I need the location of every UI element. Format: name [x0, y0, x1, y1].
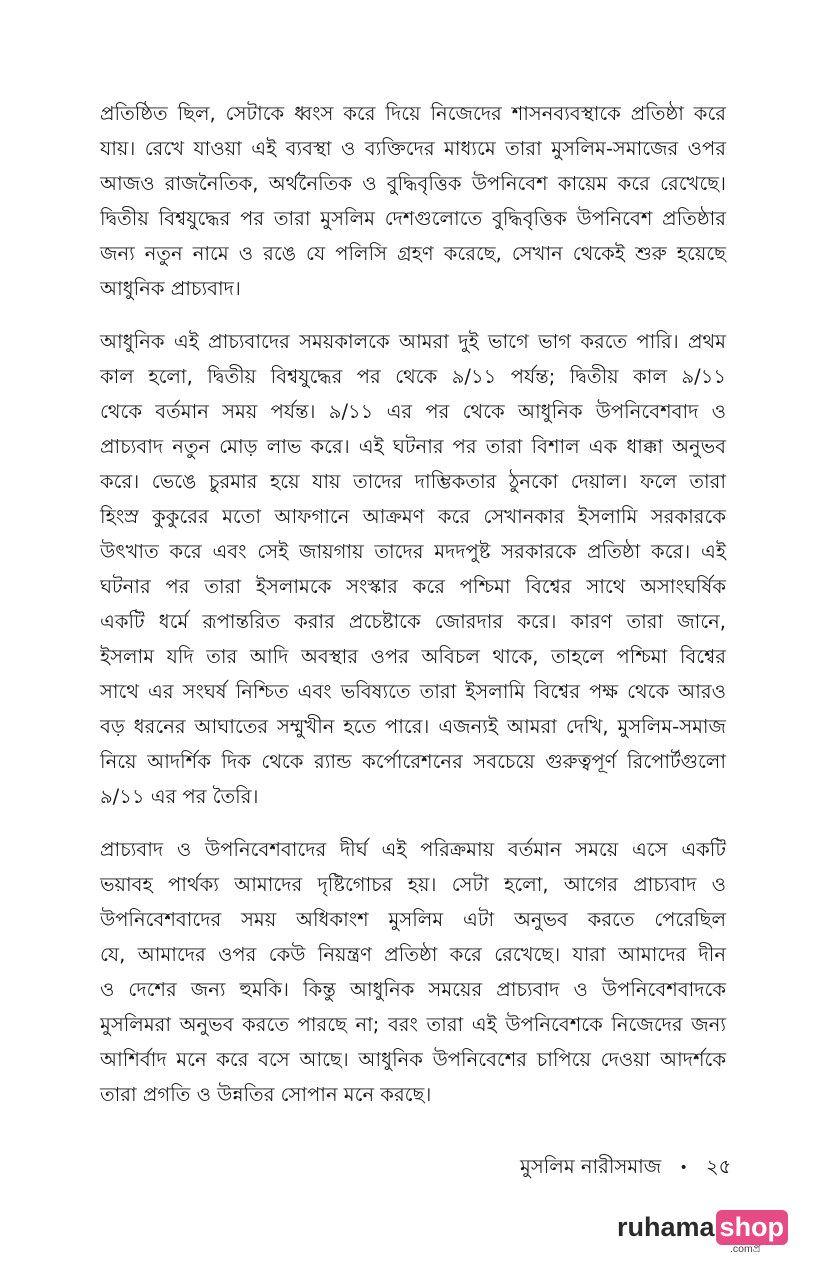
footer-separator: •	[679, 1159, 688, 1176]
text-line: জন্য নতুন নামে ও রঙে যে পলিসি গ্রহণ করেছে, সেখান থেকেই শুরু হয়েছে	[100, 242, 726, 265]
paragraph	[100, 832, 726, 1112]
text-line: মুসলিমরা অনুভব করতে পারছে না; বরং তারা এই উপনিবেশকে নিজেদের জন্য	[100, 1013, 726, 1036]
text-line: বড় ধরনের আঘাতের সম্মুখীন হতে পারে। এজন্যই আমরা দেখি, মুসলিম-সমাজ	[100, 715, 726, 738]
watermark-part-two: shop	[716, 1210, 789, 1245]
text-line: হিংস্র কুকুরের মতো আফগানে আক্রমণ করে সেখানকার ইসলামি সরকারকে	[100, 505, 726, 528]
text-line: প্রতিষ্ঠিত ছিল, সেটাকে ধ্বংস করে দিয়ে নিজেদের শাসনব্যবস্থাকে প্রতিষ্ঠা করে	[100, 102, 726, 125]
running-footer	[520, 1152, 732, 1183]
text-line: ও দেশের জন্য হুমকি। কিন্তু আধুনিক সময়ের প্রাচ্যবাদ ও উপনিবেশবাদকে	[100, 978, 726, 1001]
text-line: তারা প্রগতি ও উন্নতির সোপান মনে করছে।	[100, 1083, 432, 1106]
text-line: দ্বিতীয় বিশ্বযুদ্ধের পর তারা মুসলিম দেশগুলোতে বুদ্ধিবৃত্তিক উপনিবেশ প্রতিষ্ঠার	[100, 207, 726, 230]
text-line: আশির্বাদ মনে করে বসে আছে। আধুনিক উপনিবেশের চাপিয়ে দেওয়া আদর্শকে	[100, 1048, 726, 1071]
text-line: প্রাচ্যবাদ ও উপনিবেশবাদের দীর্ঘ এই পরিক্রমায় বর্তমান সময়ে এসে একটি	[100, 838, 726, 861]
book-title: মুসলিম নারীসমাজ	[520, 1155, 662, 1178]
text-line: সাথে এর সংঘর্ষ নিশ্চিত এবং ভবিষ্যতে তারা ইসলামি বিশ্বের পক্ষ থেকে আরও	[100, 680, 726, 703]
paragraph	[100, 324, 726, 814]
watermark-logo	[617, 1210, 785, 1255]
watermark-wordmark	[617, 1210, 788, 1245]
text-line: আধুনিক প্রাচ্যবাদ।	[100, 277, 241, 300]
text-line: যায়। রেখে যাওয়া এই ব্যবস্থা ও ব্যক্তিদের মাধ্যমে তারা মুসলিম-সমাজের ওপর	[100, 137, 726, 160]
text-line: থেকে বর্তমান সময় পর্যন্ত। ৯/১১ এর পর থেকে আধুনিক উপনিবেশবাদ ও	[100, 400, 726, 423]
text-line: উপনিবেশবাদের সময় অধিকাংশ মুসলিম এটা অনুভব করতে পেরেছিল	[100, 908, 726, 931]
watermark-suffix: .comপ্র	[730, 1243, 761, 1255]
paragraph	[100, 96, 726, 306]
text-line: করে। ভেঙে চুরমার হয়ে যায় তাদের দাম্ভিকতার ঠুনকো দেয়াল। ফলে তারা	[100, 470, 726, 493]
text-line: আজও রাজনৈতিক, অর্থনৈতিক ও বুদ্ধিবৃত্তিক উপনিবেশ কায়েম করে রেখেছে।	[100, 172, 726, 195]
text-line: আধুনিক এই প্রাচ্যবাদের সময়কালকে আমরা দুই ভাগে ভাগ করতে পারি। প্রথম	[100, 330, 726, 353]
text-line: ঘটনার পর তারা ইসলামকে সংস্কার করে পশ্চিমা বিশ্বের সাথে অসাংঘর্ষিক	[100, 575, 726, 598]
text-line: উৎখাত করে এবং সেই জায়গায় তাদের মদদপুষ্ট সরকারকে প্রতিষ্ঠা করে। এই	[100, 540, 726, 563]
text-line: প্রাচ্যবাদ নতুন মোড় লাভ করে। এই ঘটনার পর তারা বিশাল এক ধাক্কা অনুভব	[100, 435, 726, 458]
text-line: নিয়ে আদর্শিক দিক থেকে র‍্যান্ড কর্পোরেশনের সবচেয়ে গুরুত্বপূর্ণ রিপোর্টগুলো	[100, 750, 726, 773]
text-line: ৯/১১ এর পর তৈরি।	[100, 785, 259, 808]
text-line: ইসলাম যদি তার আদি অবস্থার ওপর অবিচল থাকে, তাহলে পশ্চিমা বিশ্বের	[100, 645, 726, 668]
text-line: যে, আমাদের ওপর কেউ নিয়ন্ত্রণ প্রতিষ্ঠা করে রেখেছে। যারা আমাদের দীন	[100, 943, 726, 966]
text-line: কাল হলো, দ্বিতীয় বিশ্বযুদ্ধের পর থেকে ৯/১১ পর্যন্ত; দ্বিতীয় কাল ৯/১১	[100, 365, 726, 388]
page-body	[100, 96, 726, 1130]
text-line: একটি ধর্মে রূপান্তরিত করার প্রচেষ্টাকে জোরদার করে। কারণ তারা জানে,	[100, 610, 726, 633]
text-line: ভয়াবহ পার্থক্য আমাদের দৃষ্টিগোচর হয়। সেটা হলো, আগের প্রাচ্যবাদ ও	[100, 873, 726, 896]
watermark-part-one: ruhama	[617, 1212, 715, 1242]
page-number: ২৫	[705, 1155, 732, 1178]
